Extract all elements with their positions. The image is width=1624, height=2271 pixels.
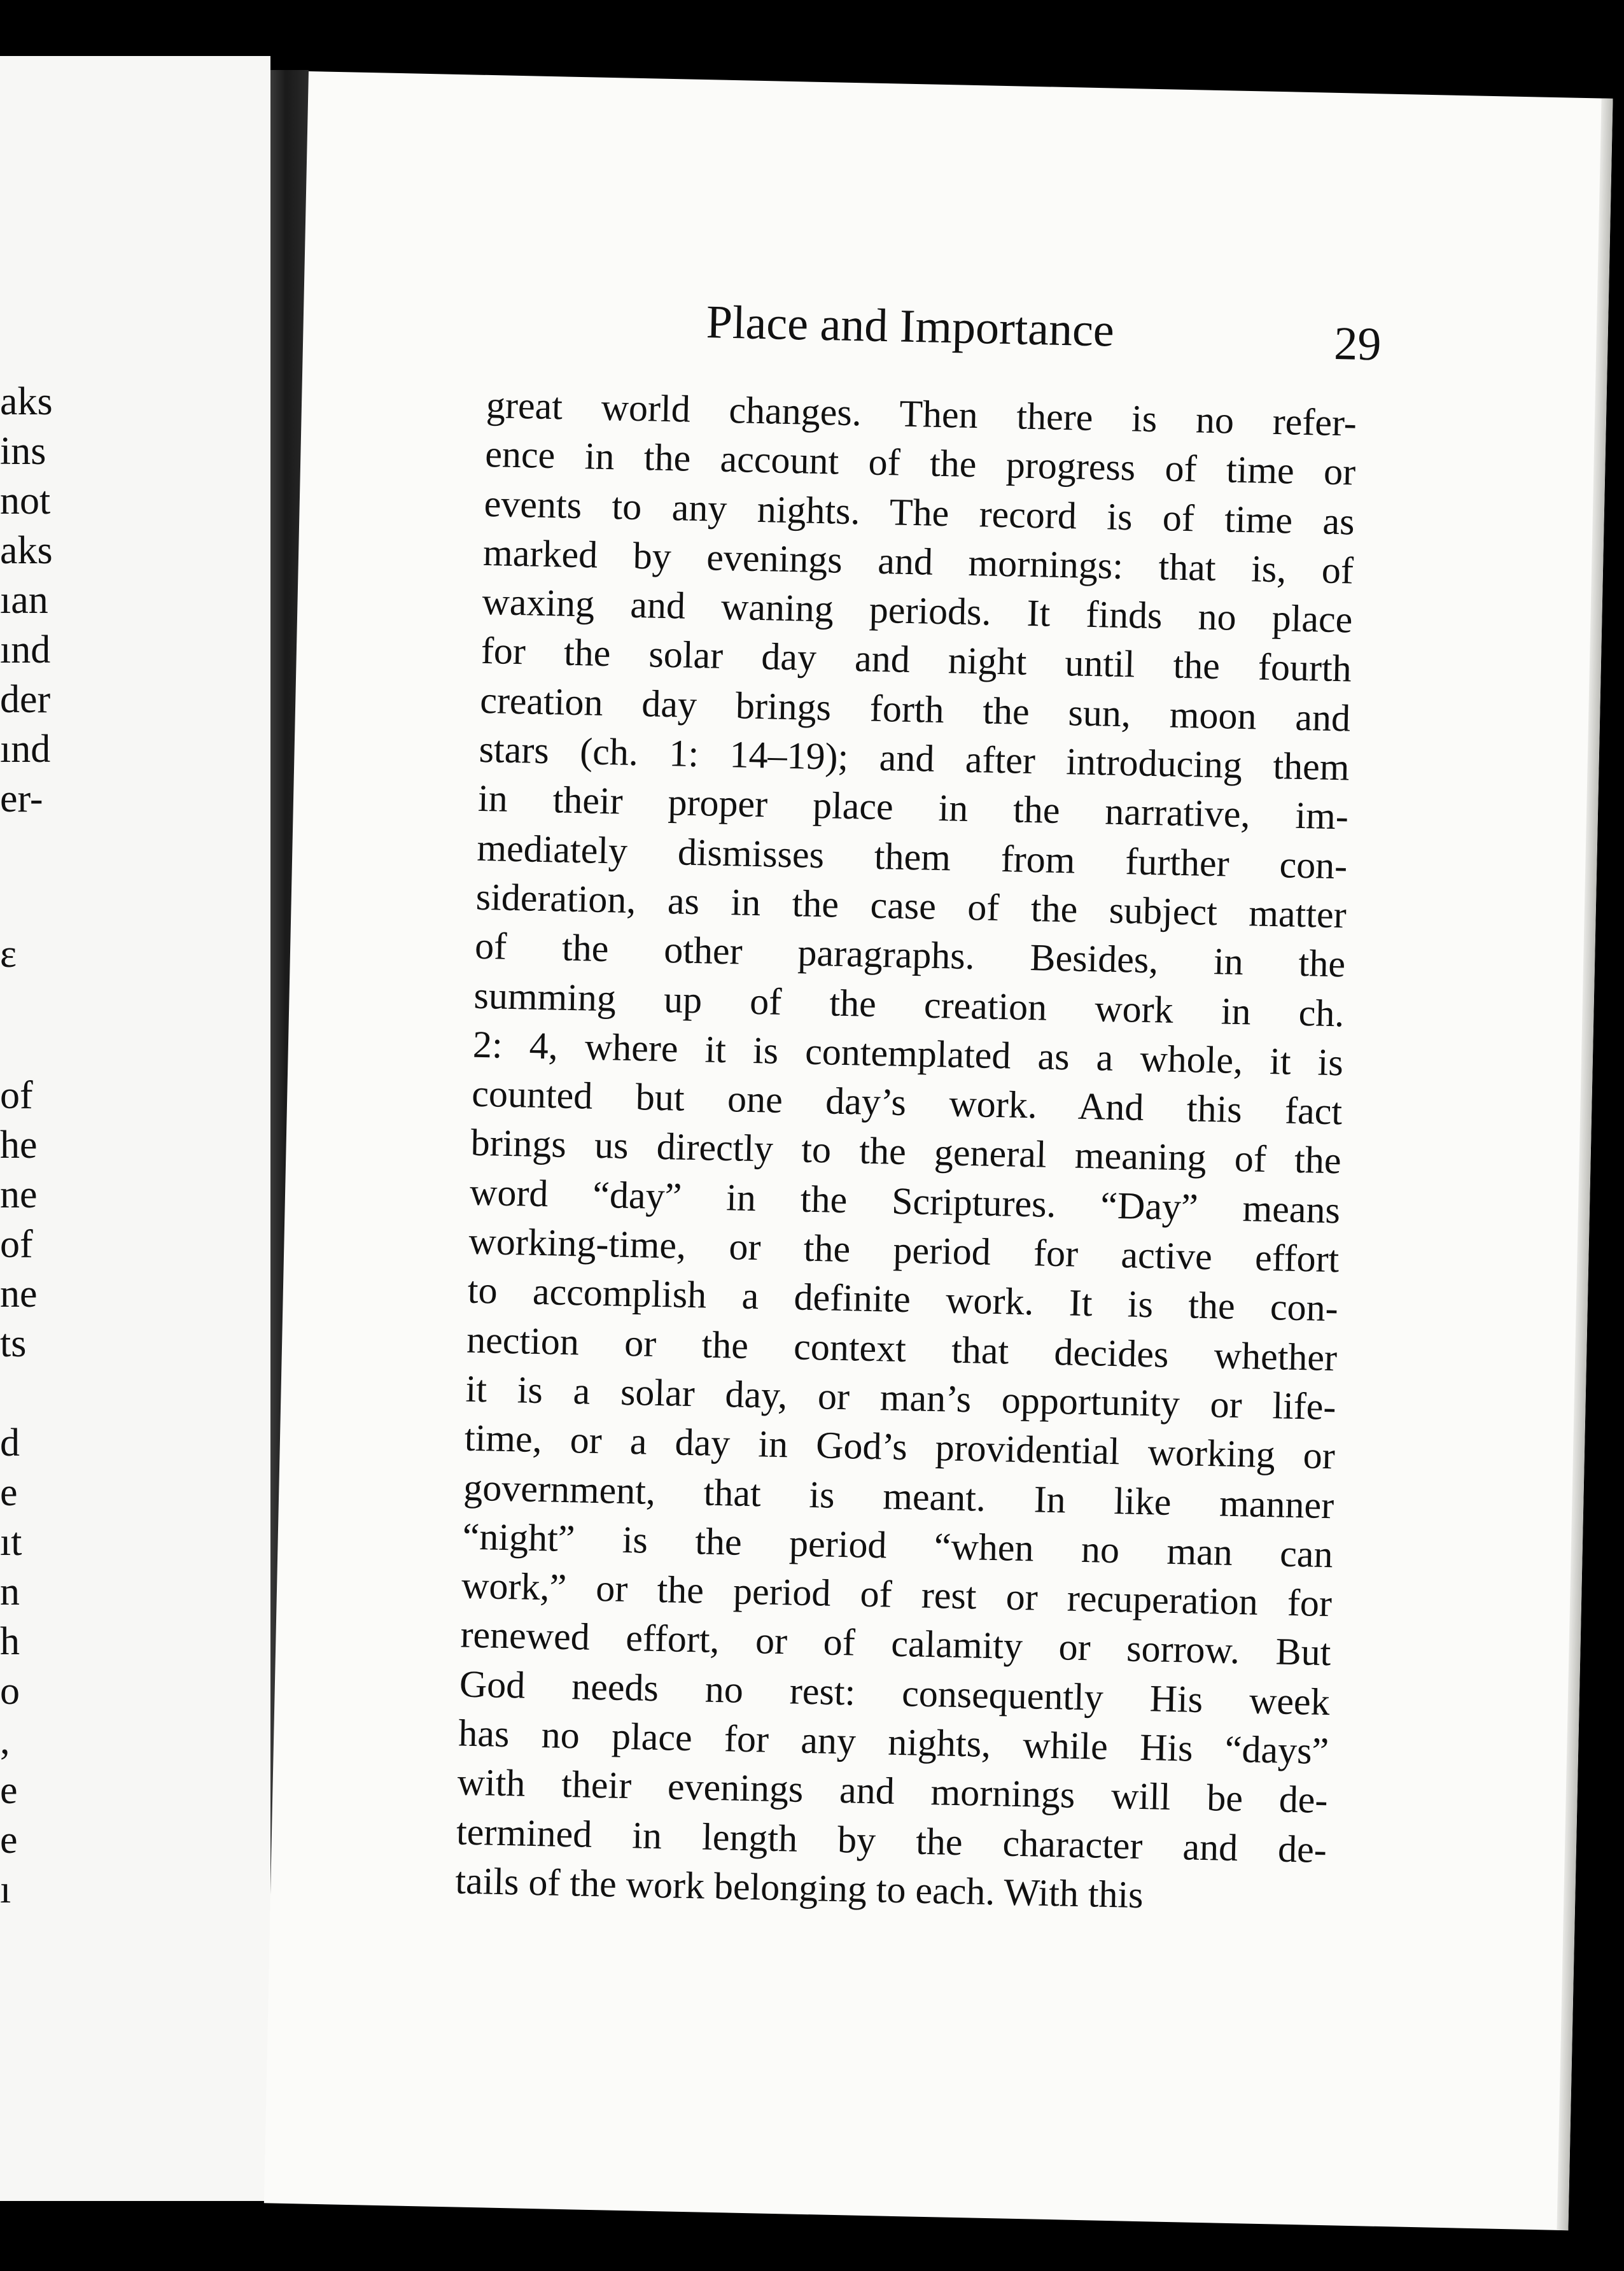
left-page-text-fragment: of (0, 1223, 33, 1266)
text-line: working-time, or the period for active effort (468, 1220, 1340, 1281)
text-line: termined in length by the character and de- (456, 1810, 1327, 1871)
text-line: of the other paragraphs. Besides, in the (474, 925, 1346, 985)
left-page-text-fragment: e (0, 1471, 18, 1514)
left-page-text-fragment: ne (0, 1173, 38, 1216)
text-line: marked by evenings and mornings: that is, of (482, 531, 1354, 592)
text-line: time, or a day in God’s providential working or (464, 1416, 1336, 1477)
text-line: great world changes. Then there is no refer- (486, 383, 1357, 444)
text-line: events to any nights. The record is of time as (484, 482, 1355, 543)
left-page-text-fragment: ıan (0, 579, 48, 622)
text-line: tails of the work belonging to each. With this (454, 1859, 1144, 1916)
left-page-text-fragment: ts (0, 1322, 27, 1365)
left-page-text-fragment: n (0, 1570, 20, 1614)
left-page-text-fragment: ne (0, 1272, 38, 1316)
left-page-text-fragment: h (0, 1620, 20, 1663)
left-page-text-fragment: ınd (0, 728, 51, 771)
left-page-text-fragment: ınd (0, 628, 51, 671)
right-page (264, 71, 1613, 2230)
text-line: government, that is meant. In like manner (463, 1466, 1334, 1526)
text-line: nection or the context that decides whether (466, 1318, 1338, 1379)
page-number: 29 (1333, 317, 1382, 371)
left-page-text-fragment: , (0, 1719, 10, 1762)
left-page-text-fragment: ı (0, 1868, 11, 1911)
text-line: word “day” in the Scriptures. “Day” means (469, 1171, 1341, 1232)
body-paragraph (455, 381, 1357, 1923)
left-page-text-fragment: o (0, 1670, 20, 1713)
text-line: creation day brings forth the sun, moon and (479, 678, 1351, 740)
left-page-text-fragment: e (0, 1818, 18, 1862)
left-page-text-fragment: d (0, 1421, 20, 1465)
text-line: ence in the account of the progress of time or (484, 433, 1356, 493)
text-line: for the solar day and night until the fourth (480, 629, 1352, 691)
left-page-text-fragment: ɛ (0, 932, 17, 976)
left-facing-page (0, 56, 270, 2201)
left-page-text-fragment: der (0, 678, 51, 721)
text-line: to accomplish a definite work. It is the con- (467, 1269, 1339, 1330)
left-page-text-fragment: ıt (0, 1521, 22, 1564)
text-line: it is a solar day, or man’s opportunity or life- (465, 1367, 1337, 1428)
left-page-text-fragment: aks (0, 380, 53, 423)
text-line: sideration, as in the case of the subject matter (475, 875, 1347, 936)
left-page-text-fragment: e (0, 1769, 18, 1812)
text-line: “night” is the period “when no man can (462, 1515, 1334, 1576)
text-line: waxing and waning periods. It finds no place (481, 580, 1354, 641)
text-line: renewed effort, or of calamity or sorrow. But (459, 1613, 1332, 1674)
text-line: in their proper place in the narrative, im- (477, 777, 1349, 838)
text-line: mediately dismisses them from further con- (476, 826, 1348, 887)
page-edge (1557, 99, 1613, 2231)
left-page-text-fragment: aks (0, 529, 53, 572)
running-head: Place and Importance (706, 296, 1115, 357)
left-page-text-fragment: ins (0, 430, 46, 473)
left-page-text-fragment: of (0, 1074, 33, 1117)
text-line: counted but one day’s work. And this fact (471, 1072, 1343, 1133)
left-page-text-fragment: er- (0, 777, 43, 820)
left-page-text-fragment: he (0, 1123, 38, 1167)
text-line: 2: 4, where it is contemplated as a whole, it is (472, 1023, 1344, 1084)
text-line: stars (ch. 1: 14–19); and after introducing them (479, 728, 1350, 789)
text-line: with their evenings and mornings will be de- (457, 1761, 1329, 1822)
left-page-text-fragment: not (0, 479, 51, 523)
text-line: has no place for any nights, while His “days” (458, 1712, 1329, 1773)
text-line: brings us directly to the general meaning of the (470, 1121, 1342, 1182)
text-line: summing up of the creation work in ch. (473, 974, 1345, 1034)
text-line: God needs no rest: consequently His week (459, 1663, 1331, 1723)
text-line: work,” or the period of rest or recuperation for (461, 1564, 1333, 1625)
